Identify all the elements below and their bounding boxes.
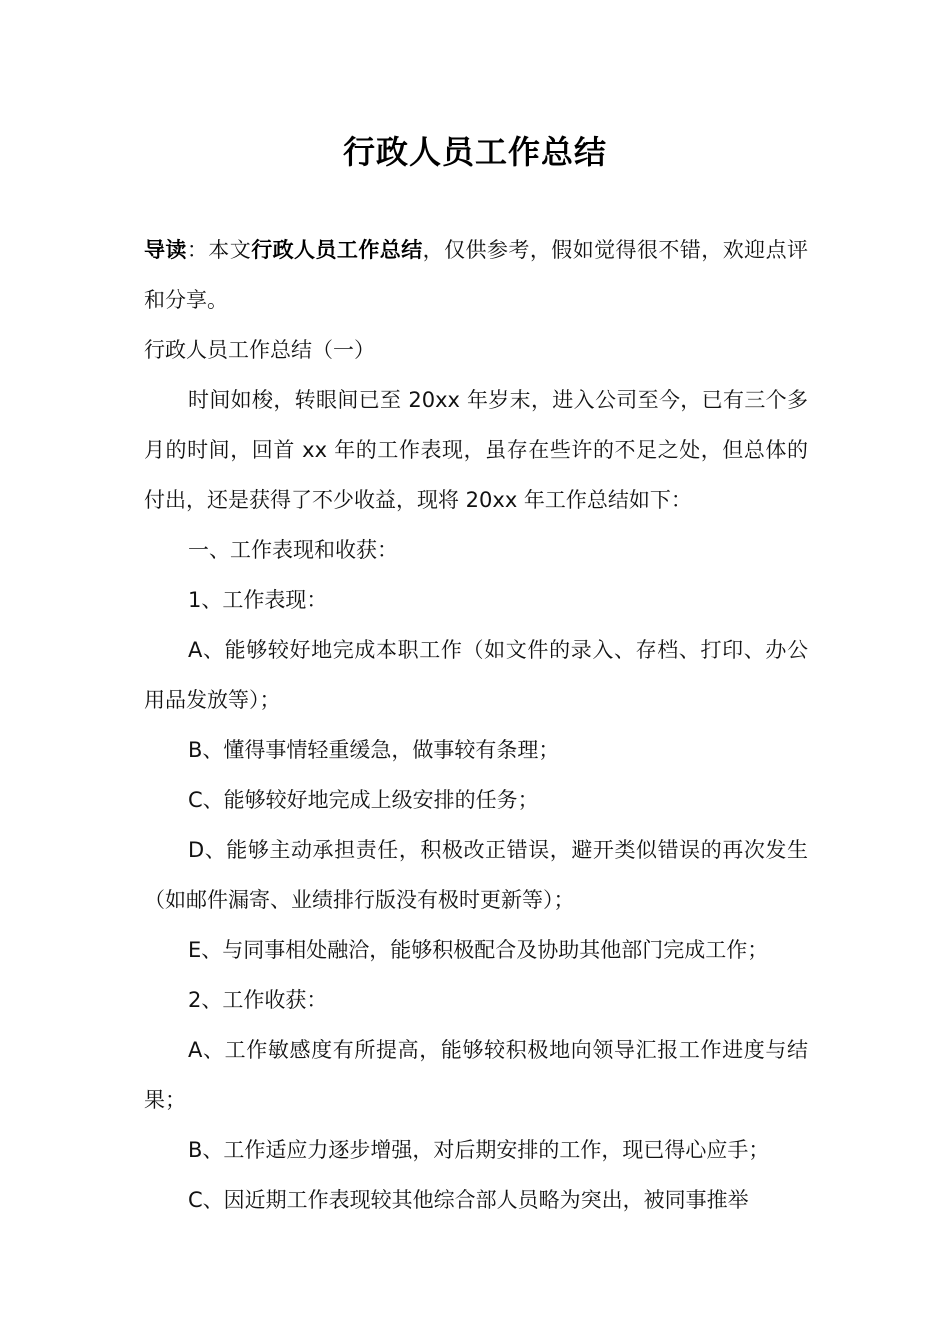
paragraph-item-d1: D、能够主动承担责任，积极改正错误，避开类似错误的再次发生（如邮件漏寄、业绩排行版没有极时更新等）； <box>144 838 808 912</box>
intro-colon: ：本文 <box>186 238 252 262</box>
paragraph-item-e1: E、与同事相处融洽，能够积极配合及协助其他部门完成工作； <box>188 938 769 962</box>
intro-bold-title: 行政人员工作总结 <box>251 238 423 262</box>
paragraph-heading-1: 一、工作表现和收获： <box>188 538 398 562</box>
paragraph-item-c1: C、能够较好地完成上级安排的任务； <box>188 788 539 812</box>
section-heading: 行政人员工作总结（一） <box>144 338 375 362</box>
intro-rest: ，仅供参考，假如觉得很不错，欢迎点评和分享。 <box>144 238 809 312</box>
paragraph-item-a1: A、能够较好地完成本职工作（如文件的录入、存档、打印、办公用品发放等）； <box>144 638 808 712</box>
paragraph-subheading-1: 1、工作表现： <box>188 588 328 612</box>
intro-label: 导读 <box>144 238 187 262</box>
document-body <box>144 225 808 1225</box>
paragraph-summary: 时间如梭，转眼间已至 20xx 年岁末，进入公司至今，已有三个多月的时间，回首 xx 年的工作表现，虽存在些许的不足之处，但总体的付出，还是获得了不少收益，现将 20xx 年工作总结如下： <box>144 388 808 512</box>
paragraph-item-c2: C、因近期工作表现较其他综合部人员略为突出，被同事推举 <box>188 1188 749 1212</box>
document-title: 行政人员工作总结 <box>342 133 607 171</box>
intro-paragraph <box>144 225 808 325</box>
paragraph-item-b2: B、工作适应力逐步增强，对后期安排的工作，现已得心应手； <box>188 1138 770 1162</box>
paragraph-item-a2: A、工作敏感度有所提高，能够较积极地向领导汇报工作进度与结果； <box>144 1038 808 1112</box>
paragraph-item-b1: B、懂得事情轻重缓急，做事较有条理； <box>188 738 560 762</box>
paragraph-subheading-2: 2、工作收获： <box>188 988 328 1012</box>
